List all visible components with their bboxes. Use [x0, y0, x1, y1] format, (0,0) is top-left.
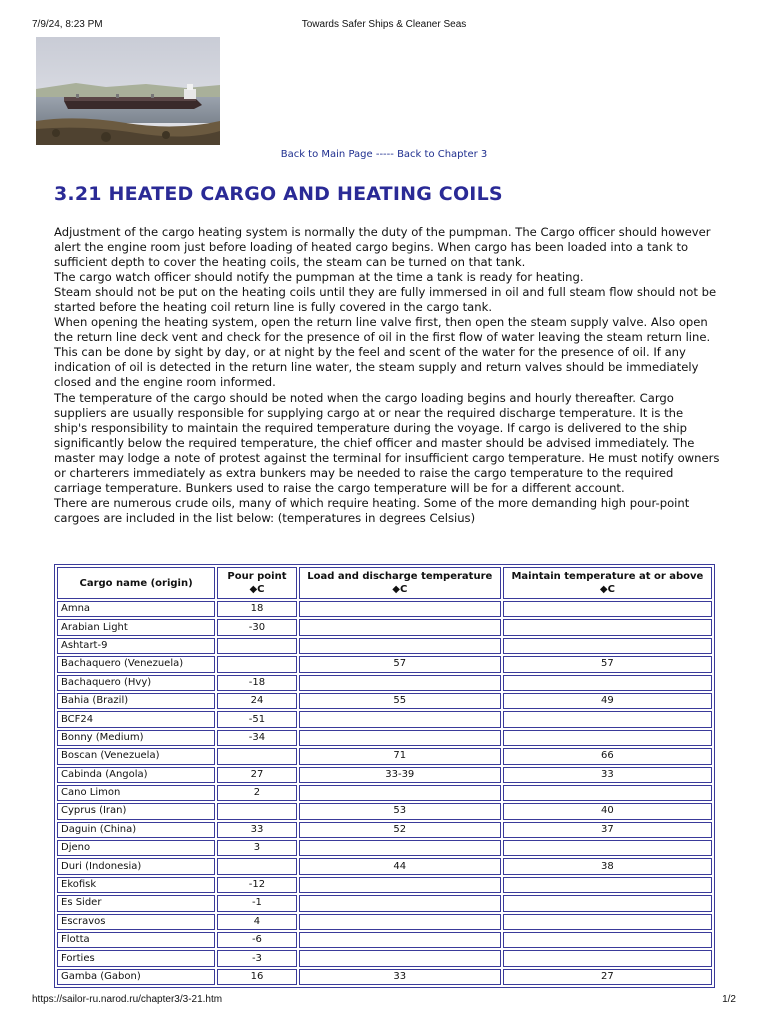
- cell-maintain-temp: [503, 950, 712, 966]
- cargo-temperature-table: [54, 564, 715, 988]
- table-row: [57, 858, 712, 874]
- cell-maintain-temp: [503, 895, 712, 911]
- cell-maintain-temp: [503, 675, 712, 691]
- cell-cargo-name: Daguin (China): [57, 822, 215, 838]
- cell-cargo-name: Cano Limon: [57, 785, 215, 801]
- cell-cargo-name: Flotta: [57, 932, 215, 948]
- cell-maintain-temp: [503, 638, 712, 654]
- cell-pour-point: 33: [217, 822, 297, 838]
- cell-cargo-name: Bonny (Medium): [57, 730, 215, 746]
- cell-cargo-name: Djeno: [57, 840, 215, 856]
- cell-maintain-temp: [503, 785, 712, 801]
- cell-pour-point: 24: [217, 693, 297, 709]
- table-row: [57, 785, 712, 801]
- table-row: [57, 619, 712, 635]
- cell-pour-point: 3: [217, 840, 297, 856]
- cell-load-discharge-temp: [299, 877, 501, 893]
- cell-load-discharge-temp: [299, 914, 501, 930]
- table-body: [57, 601, 712, 985]
- table-row: [57, 914, 712, 930]
- cell-pour-point: 16: [217, 969, 297, 985]
- table-row: [57, 693, 712, 709]
- cell-maintain-temp: [503, 914, 712, 930]
- header-maintain-temp: Maintain temperature at or above ◆C: [503, 567, 712, 599]
- cell-maintain-temp: [503, 619, 712, 635]
- tanker-photo: [36, 37, 220, 145]
- paragraph: The cargo watch officer should notify the pumpman at the time a tank is ready for heating.: [54, 270, 584, 285]
- cell-load-discharge-temp: 53: [299, 803, 501, 819]
- cell-maintain-temp: 27: [503, 969, 712, 985]
- cell-maintain-temp: [503, 877, 712, 893]
- table-row: [57, 767, 712, 783]
- cell-pour-point: [217, 858, 297, 874]
- cell-load-discharge-temp: [299, 950, 501, 966]
- print-footer: [32, 994, 736, 1008]
- tanker-ship-image: [36, 37, 220, 145]
- table-row: [57, 638, 712, 654]
- cell-load-discharge-temp: 52: [299, 822, 501, 838]
- print-date: 7/9/24, 8:23 PM: [32, 19, 103, 30]
- page-title: 3.21 HEATED CARGO AND HEATING COILS: [54, 183, 503, 205]
- cell-load-discharge-temp: 55: [299, 693, 501, 709]
- cell-pour-point: [217, 638, 297, 654]
- cell-pour-point: -12: [217, 877, 297, 893]
- cell-load-discharge-temp: 44: [299, 858, 501, 874]
- cell-load-discharge-temp: [299, 932, 501, 948]
- cell-cargo-name: Ashtart-9: [57, 638, 215, 654]
- cell-cargo-name: Amna: [57, 601, 215, 617]
- back-to-chapter-link[interactable]: Back to Chapter 3: [397, 149, 488, 160]
- cell-load-discharge-temp: [299, 675, 501, 691]
- cell-load-discharge-temp: 57: [299, 656, 501, 672]
- cell-load-discharge-temp: 33-39: [299, 767, 501, 783]
- cell-load-discharge-temp: [299, 785, 501, 801]
- cell-maintain-temp: [503, 711, 712, 727]
- cell-cargo-name: Bachaquero (Venezuela): [57, 656, 215, 672]
- cell-pour-point: [217, 803, 297, 819]
- table-row: [57, 969, 712, 985]
- paragraph: The temperature of the cargo should be noted when the cargo loading begins and hourly thereafter. Cargo suppliers are usually responsible for supplying cargo at or near the required discharge temperature. It is the ship's responsibility to maintain the required temperature during the voyage. If cargo is delivered to the ship significantly below the required temperature, the chief officer and master should be advised immediately. The master may lodge a note of protest against the terminal for insufficient cargo temperature. He must notify owners or charterers immediately as extra bunkers may be needed to raise the cargo temperature to the required carriage temperature. Bunkers used to raise the cargo temperature will be for a different account.: [54, 390, 720, 495]
- cell-cargo-name: Boscan (Venezuela): [57, 748, 215, 764]
- cell-load-discharge-temp: [299, 619, 501, 635]
- print-header: [32, 19, 736, 33]
- cell-cargo-name: Arabian Light: [57, 619, 215, 635]
- table-header-row: [57, 567, 712, 599]
- table-row: [57, 748, 712, 764]
- back-to-main-page-link[interactable]: Back to Main Page: [280, 149, 373, 160]
- cell-maintain-temp: [503, 730, 712, 746]
- cell-maintain-temp: 40: [503, 803, 712, 819]
- cell-maintain-temp: 57: [503, 656, 712, 672]
- table-row: [57, 822, 712, 838]
- cell-cargo-name: Escravos: [57, 914, 215, 930]
- header-cargo-name: Cargo name (origin): [57, 567, 215, 599]
- table-row: [57, 730, 712, 746]
- cell-pour-point: -6: [217, 932, 297, 948]
- cell-maintain-temp: 49: [503, 693, 712, 709]
- table-row: [57, 803, 712, 819]
- cell-pour-point: -30: [217, 619, 297, 635]
- cell-cargo-name: Ekofisk: [57, 877, 215, 893]
- cell-pour-point: -1: [217, 895, 297, 911]
- cell-cargo-name: Gamba (Gabon): [57, 969, 215, 985]
- header-load-discharge-temp: Load and discharge temperature ◆C: [299, 567, 501, 599]
- cell-load-discharge-temp: [299, 601, 501, 617]
- cell-pour-point: 18: [217, 601, 297, 617]
- cell-pour-point: 27: [217, 767, 297, 783]
- cell-load-discharge-temp: 33: [299, 969, 501, 985]
- table-row: [57, 656, 712, 672]
- cell-pour-point: -34: [217, 730, 297, 746]
- cell-maintain-temp: [503, 601, 712, 617]
- cell-load-discharge-temp: [299, 638, 501, 654]
- paragraph: Steam should not be put on the heating coils until they are fully immersed in oil and full steam flow should not be started before the heating coil return line is fully covered in the cargo tank.: [54, 285, 717, 315]
- cell-pour-point: -3: [217, 950, 297, 966]
- cell-cargo-name: BCF24: [57, 711, 215, 727]
- print-page-number: 1/2: [722, 994, 736, 1005]
- header-pour-point: Pour point ◆C: [217, 567, 297, 599]
- cell-cargo-name: Cyprus (Iran): [57, 803, 215, 819]
- table-row: [57, 840, 712, 856]
- cell-load-discharge-temp: 71: [299, 748, 501, 764]
- table-row: [57, 711, 712, 727]
- cell-pour-point: -51: [217, 711, 297, 727]
- cell-maintain-temp: 38: [503, 858, 712, 874]
- table-row: [57, 601, 712, 617]
- cell-load-discharge-temp: [299, 895, 501, 911]
- cell-cargo-name: Bahia (Brazil): [57, 693, 215, 709]
- cell-maintain-temp: 66: [503, 748, 712, 764]
- paragraph: When opening the heating system, open the return line valve first, then open the steam supply valve. Also open the return line deck vent and check for the presence of oil in the first flow of water leaving the steam return line. This can be done by sight by day, or at night by the feel and scent of the water for the presence of oil. If any indication of oil is detected in the return line water, the steam supply and return valves should be immediately closed and the engine room informed.: [54, 315, 711, 390]
- cell-cargo-name: Forties: [57, 950, 215, 966]
- table-row: [57, 895, 712, 911]
- table-row: [57, 950, 712, 966]
- table-row: [57, 877, 712, 893]
- cell-pour-point: -18: [217, 675, 297, 691]
- nav-separator: -----: [372, 149, 398, 160]
- cell-cargo-name: Cabinda (Angola): [57, 767, 215, 783]
- paragraph: There are numerous crude oils, many of which require heating. Some of the more demanding high pour-point cargoes are included in the list below: (temperatures in degrees Celsius): [54, 495, 690, 525]
- paragraph: Adjustment of the cargo heating system is normally the duty of the pumpman. The Cargo officer should however alert the engine room just before loading of heated cargo begins. When cargo has been loaded into a tank to sufficient depth to cover the heating coils, the steam can be turned on that tank.: [54, 225, 711, 270]
- cell-maintain-temp: 37: [503, 822, 712, 838]
- cell-maintain-temp: [503, 932, 712, 948]
- cell-load-discharge-temp: [299, 730, 501, 746]
- print-page-title: Towards Safer Ships & Cleaner Seas: [301, 19, 467, 30]
- cell-load-discharge-temp: [299, 840, 501, 856]
- cell-cargo-name: Bachaquero (Hvy): [57, 675, 215, 691]
- table-row: [57, 932, 712, 948]
- cell-pour-point: 4: [217, 914, 297, 930]
- cell-pour-point: 2: [217, 785, 297, 801]
- cell-cargo-name: Duri (Indonesia): [57, 858, 215, 874]
- table-row: [57, 675, 712, 691]
- cell-cargo-name: Es Sider: [57, 895, 215, 911]
- cell-maintain-temp: 33: [503, 767, 712, 783]
- cell-maintain-temp: [503, 840, 712, 856]
- navigation-links: [0, 149, 768, 160]
- cell-pour-point: [217, 656, 297, 672]
- cell-load-discharge-temp: [299, 711, 501, 727]
- cell-pour-point: [217, 748, 297, 764]
- print-url: https://sailor-ru.narod.ru/chapter3/3-21.htm: [32, 994, 223, 1005]
- article-body: [54, 225, 720, 526]
